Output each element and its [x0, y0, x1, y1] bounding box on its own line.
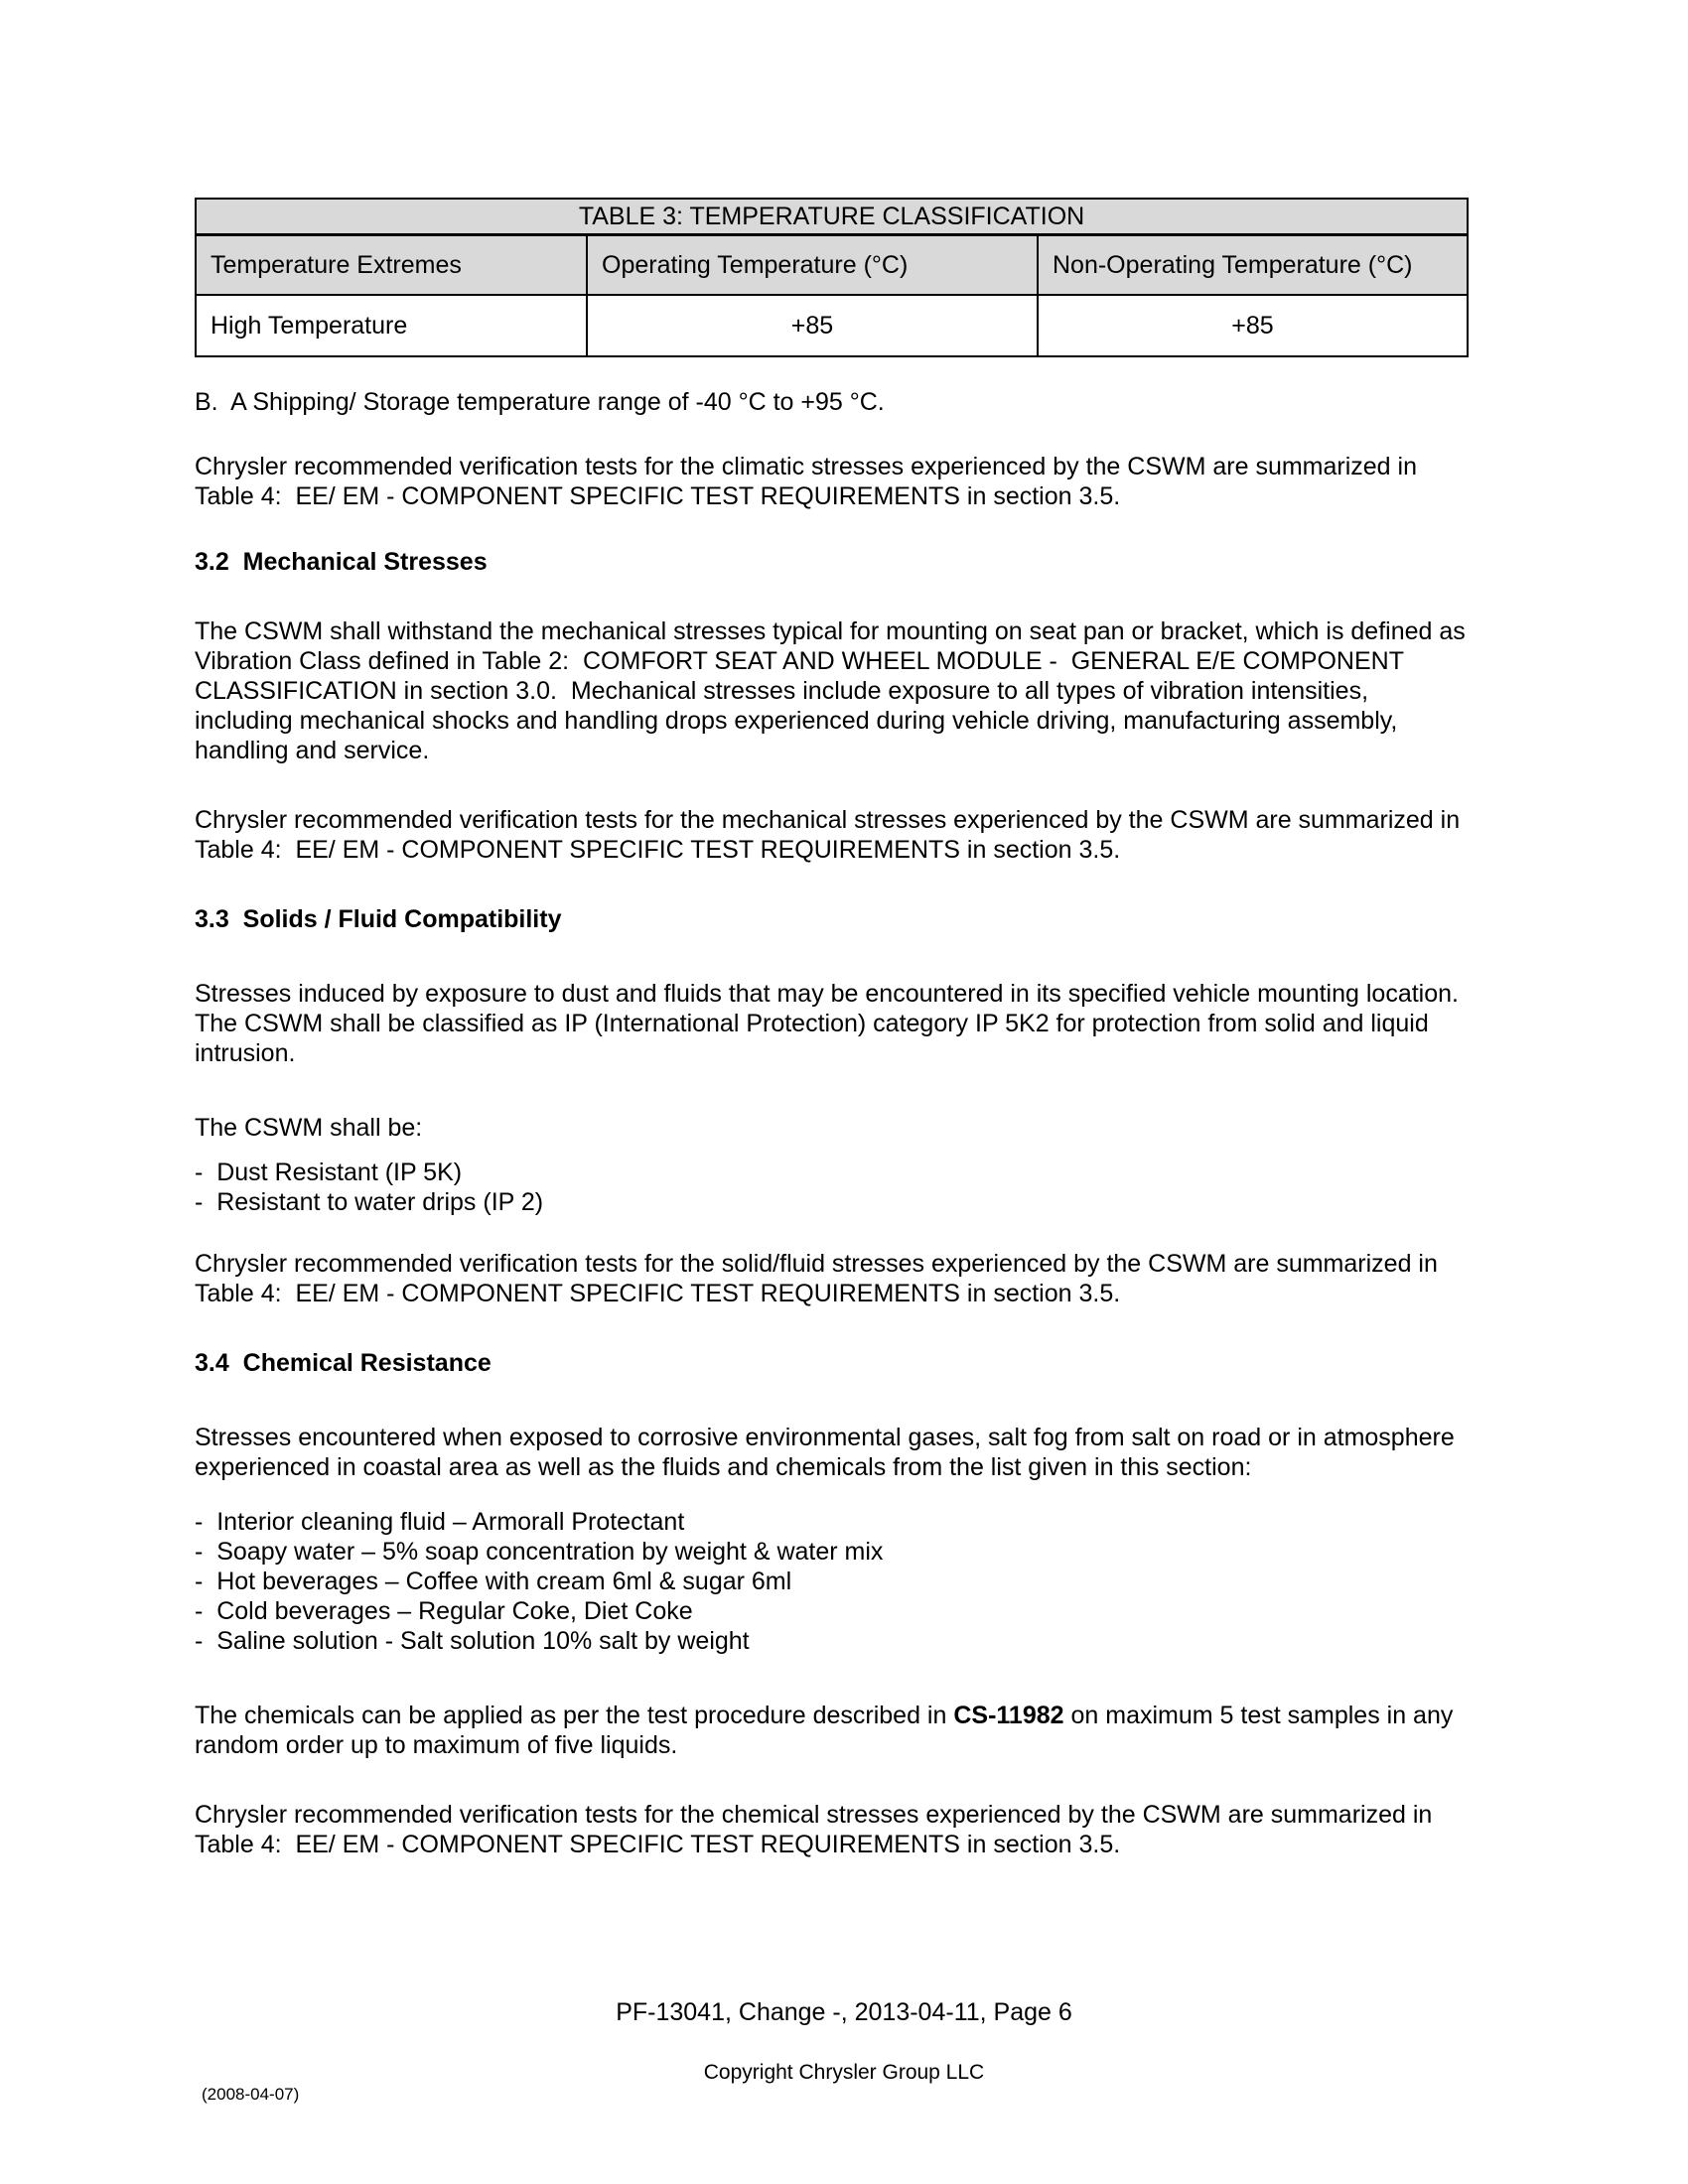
- list-item-soapy-water: - Soapy water – 5% soap concentration by weight & water mix: [195, 1537, 884, 1566]
- ip-rating-list: [195, 1158, 1467, 1217]
- temperature-classification-table: [195, 198, 1469, 357]
- paragraph-chemical-stresses-intro: Stresses encountered when exposed to corrosive environmental gases, salt fog from salt on road or in atmosphere experienced in coastal area as well as the fluids and chemicals from the list given in this section:: [195, 1423, 1462, 1481]
- paragraph-chemical-verification: Chrysler recommended verification tests for the chemical stresses experienced by the CSWM are summarized in Table 4: EE/ EM - COMPONENT SPECIFIC TEST REQUIREMENTS in section 3.5.: [195, 1800, 1439, 1858]
- paragraph-solids-stresses: Stresses induced by exposure to dust and fluids that may be encountered in its specified vehicle mounting location. The CSWM shall be classified as IP (International Protection) category IP 5K2 for protection from solid and liquid intrusion.: [195, 979, 1473, 1067]
- test-procedure-spec-number: CS-11982: [953, 1701, 1064, 1729]
- table-header-row: [196, 235, 1468, 295]
- test-procedure-text-after: on maximum 5 test samples in any random order up to maximum of five liquids.: [195, 1701, 1461, 1759]
- paragraph-solid-fluid-verification: Chrysler recommended verification tests for the solid/fluid stresses experienced by the CSWM are summarized in Table 4: EE/ EM - COMPONENT SPECIFIC TEST REQUIREMENTS in section 3.5.: [195, 1249, 1445, 1307]
- paragraph-cswm-shall-be: The CSWM shall be:: [195, 1113, 423, 1142]
- document-content: [195, 198, 1473, 1859]
- test-procedure-text-before: The chemicals can be applied as per the test procedure described in: [195, 1701, 954, 1729]
- footer-revision-date: (2008-04-07): [202, 2085, 300, 2104]
- table-cell-non-operating-value: +85: [1038, 295, 1468, 356]
- footer-page-info: PF-13041, Change -, 2013-04-11, Page 6: [616, 1998, 1072, 2026]
- list-item-saline-solution: - Saline solution - Salt solution 10% salt by weight: [195, 1626, 750, 1655]
- list-item-water-drips: - Resistant to water drips (IP 2): [195, 1187, 544, 1216]
- table-cell-operating-value: +85: [587, 295, 1038, 356]
- table-header-operating-temperature: Operating Temperature (°C): [587, 235, 1038, 295]
- list-item-interior-cleaning-fluid: - Interior cleaning fluid – Armorall Protectant: [195, 1507, 685, 1536]
- paragraph-mechanical-withstand: The CSWM shall withstand the mechanical stresses typical for mounting on seat pan or bracket, which is defined as Vibration Class defined in Table 2: COMFORT SEAT AND WHEEL MODULE - GENERAL E/E COMPONENT CLASSIFICATION in section 3.0. Mechanical stresses include exposure to all types of vibration intensities, including mechanical shocks and handling drops experienced during vehicle driving, manufacturing assembly, handling and service.: [195, 616, 1473, 764]
- list-item-dust-resistant: - Dust Resistant (IP 5K): [195, 1158, 463, 1186]
- heading-solids-fluid-compatibility: 3.3 Solids / Fluid Compatibility: [195, 904, 562, 933]
- table-cell-row-label: High Temperature: [196, 295, 587, 356]
- list-item-hot-beverages: - Hot beverages – Coffee with cream 6ml & sugar 6ml: [195, 1567, 792, 1595]
- footer-copyright: Copyright Chrysler Group LLC: [703, 2061, 985, 2084]
- table-row: [196, 295, 1468, 356]
- heading-chemical-resistance: 3.4 Chemical Resistance: [195, 1348, 492, 1377]
- heading-mechanical-stresses: 3.2 Mechanical Stresses: [195, 547, 488, 576]
- table-title-row: [196, 199, 1468, 235]
- table-header-temperature-extremes: Temperature Extremes: [196, 235, 587, 295]
- page-footer: [0, 1997, 1688, 2104]
- paragraph-climatic-verification: Chrysler recommended verification tests for the climatic stresses experienced by the CSWM are summarized in Table 4: EE/ EM - COMPONENT SPECIFIC TEST REQUIREMENTS in section 3.5.: [195, 452, 1424, 510]
- table-header-non-operating-temperature: Non-Operating Temperature (°C): [1038, 235, 1468, 295]
- chemical-list: [195, 1507, 1467, 1656]
- list-item-cold-beverages: - Cold beverages – Regular Coke, Diet Coke: [195, 1596, 693, 1625]
- paragraph-chemicals-test-procedure: [195, 1701, 1467, 1760]
- paragraph-mechanical-verification: Chrysler recommended verification tests for the mechanical stresses experienced by the CSWM are summarized in Table 4: EE/ EM - COMPONENT SPECIFIC TEST REQUIREMENTS in section 3.5.: [195, 805, 1467, 864]
- paragraph-shipping-storage: B. A Shipping/ Storage temperature range of -40 °C to +95 °C.: [195, 387, 885, 416]
- table-title: TABLE 3: TEMPERATURE CLASSIFICATION: [196, 199, 1468, 235]
